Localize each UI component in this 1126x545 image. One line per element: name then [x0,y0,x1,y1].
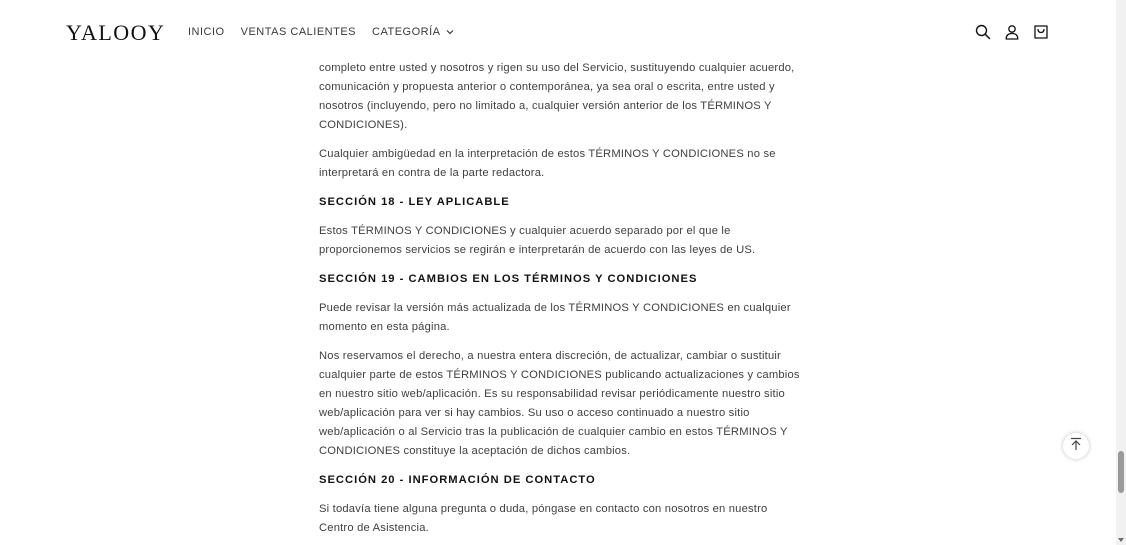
nav-item-categoria-label: CATEGORÍA [372,26,441,38]
page-scrollbar[interactable] [1116,0,1126,545]
section-20-heading: SECCIÓN 20 - INFORMACIÓN DE CONTACTO [319,474,596,486]
scroll-down-arrow-icon[interactable] [1118,538,1124,542]
account-icon[interactable] [1003,23,1021,41]
section-18-heading: SECCIÓN 18 - LEY APLICABLE [319,196,510,208]
nav-item-ventas-calientes[interactable]: VENTAS CALIENTES [240,26,357,39]
site-header [0,0,1116,62]
terms-content [319,59,803,545]
paragraph-governing-law: Estos TÉRMINOS Y CONDICIONES y cualquier acuerdo separado por el que le proporcionemos servicios se regirán e interpretarán de acuerdo con las leyes de US. [319,225,756,256]
back-to-top-button[interactable] [1063,433,1089,459]
nav-item-inicio[interactable]: INICIO [188,26,225,39]
cart-icon[interactable] [1032,23,1050,41]
section-19-heading: SECCIÓN 19 - CAMBIOS EN LOS TÉRMINOS Y CONDICIONES [319,273,698,285]
paragraph-ambiguity: Cualquier ambigüedad en la interpretación de estos TÉRMINOS Y CONDICIONES no se interpretará en contra de la parte redactora. [319,148,776,179]
paragraph-entire-agreement: completo entre usted y nosotros y rigen su uso del Servicio, sustituyendo cualquier acuerdo, comunicación y propuesta anterior o contemporánea, ya sea oral o escrita, entre usted y nosotros (incluyendo, pero no limitado a, cualquier versión anterior de los TÉRMINOS Y CONDICIONES). [319,62,795,131]
search-icon[interactable] [974,23,992,41]
scrollbar-thumb[interactable] [1118,451,1124,493]
paragraph-reserve-right: Nos reservamos el derecho, a nuestra entera discreción, de actualizar, cambiar o sustituir cualquier parte de estos TÉRMINOS Y CONDICIONES publicando actualizaciones y cambios en nuestro sitio web/aplicación. Es su responsabilidad revisar periódicamente nuestro sitio web/aplicación para ver si hay cambios. Su uso o acceso continuado a nuestro sitio web/aplicación o al Servicio tras la publicación de cualquier cambio en estos TÉRMINOS Y CONDICIONES constituye la aceptación de dichos cambios. [319,350,800,457]
main-nav [188,24,470,40]
nav-item-categoria[interactable] [372,24,453,40]
site-logo[interactable]: YALOOY [66,20,166,45]
paragraph-review-version: Puede revisar la versión más actualizada de los TÉRMINOS Y CONDICIONES en cualquier momento en esta página. [319,302,791,333]
chevron-down-icon [446,24,454,40]
header-icons [974,23,1061,41]
paragraph-contact: Si todavía tiene alguna pregunta o duda, póngase en contacto con nosotros en nuestro Centro de Asistencia. [319,503,768,534]
arrow-up-icon [1069,437,1083,456]
